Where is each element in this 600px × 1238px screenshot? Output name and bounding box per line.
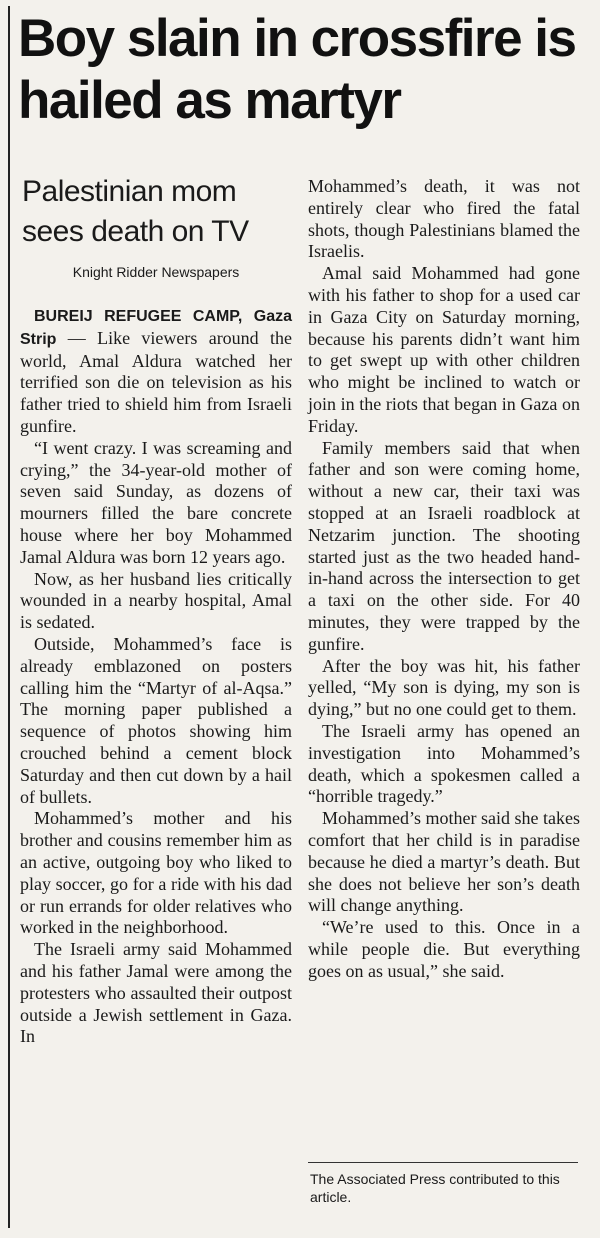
subheadline: Palestinian mom sees death on TV <box>22 175 249 248</box>
headline: Boy slain in crossfire is hailed as martyr <box>18 9 576 130</box>
paragraph: The Israeli army said Mohammed and his father Jamal were among the protesters who assaulted their outpost outside a Jewish settlement in Gaza. In <box>20 939 292 1047</box>
paragraph: The Israeli army has opened an investigation into Mohammed’s death, which a spokesmen called a “horrible tragedy.” <box>308 720 580 807</box>
column-rule <box>8 6 10 1228</box>
paragraph: Amal said Mohammed had gone with his father to shop for a used car in Gaza City on Saturday morning, because his parents didn’t want him to get swept up with other children who might be inclined to watch or join in the riots that began in Gaza on Friday. <box>308 263 580 436</box>
paragraph: Mohammed’s death, it was not entirely clear who fired the fatal shots, though Palestinians blamed the Israelis. <box>308 176 580 262</box>
paragraph: Mohammed’s mother said she takes comfort that her child is in paradise because he died a martyr’s death. But she does not believe her son’s death will change anything. <box>308 808 580 916</box>
note-divider <box>308 1162 578 1163</box>
contributor-note: The Associated Press contributed to this article. <box>310 1171 560 1205</box>
paragraph: Mohammed’s mother and his brother and cousins remember him as an active, outgoing boy who liked to play soccer, go for a ride with his dad or run errands for older relatives who worked in the neighborhood. <box>20 808 292 938</box>
paragraph: After the boy was hit, his father yelled, “My son is dying, my son is dying,” but no one could get to them. <box>308 655 580 720</box>
byline: Knight Ridder Newspapers <box>72 264 240 280</box>
article-column-1 <box>20 305 292 1048</box>
article-column-2 <box>308 176 580 982</box>
paragraph: Family members said that when father and son were coming home, without a new car, their taxi was stopped at an Israeli roadblock at Netzarim junction. The shooting started just as the two headed hand-in-hand across the intersection to get a taxi on the other side. For 40 minutes, they were trapped by the gunfire. <box>308 437 580 654</box>
paragraph: “I went crazy. I was screaming and crying,” the 34-year-old mother of seven said Sunday, as dozens of mourners filled the bare concrete house where her boy Mohammed Jamal Aldura was born 12 years ago. <box>20 437 292 567</box>
paragraph <box>20 305 292 438</box>
paragraph: “We’re used to this. Once in a while people die. But everything goes on as usual,” she said. <box>308 917 580 981</box>
paragraph-text: — Like viewers around the world, Amal Aldura watched her terrified son die on television as his father tried to shield him from Israeli gunfire. <box>20 327 292 436</box>
paragraph: Outside, Mohammed’s face is already emblazoned on posters calling him the “Martyr of al-Aqsa.” The morning paper published a sequence of photos showing him crouched behind a cement block Saturday and then cut down by a hail of bullets. <box>20 633 292 807</box>
dateline: BUREIJ REFUGEE CAMP, Gaza Strip <box>20 308 292 348</box>
paragraph: Now, as her husband lies critically wounded in a nearby hospital, Amal is sedated. <box>20 568 292 633</box>
